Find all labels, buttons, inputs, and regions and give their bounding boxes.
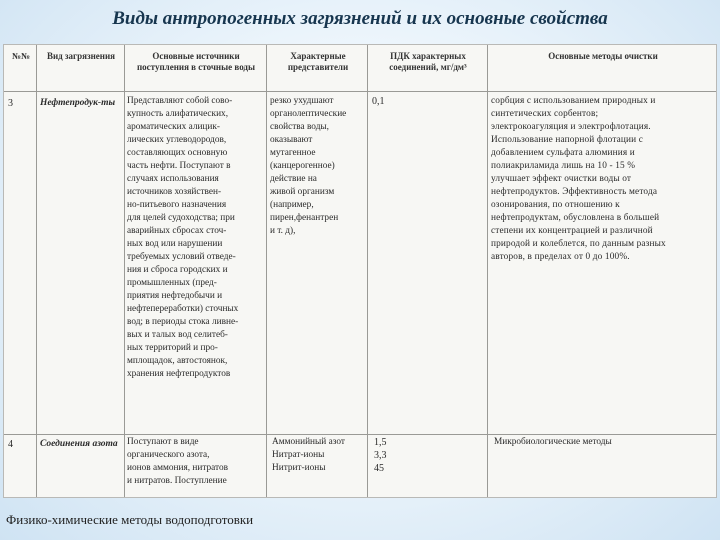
column-divider (266, 45, 267, 497)
row3-representatives: резко ухудшают органолептические свойства воды, оказывают мутагенное (канцерогенное) действие на живой организм (например, пирен,фенантрен и т. д), (270, 96, 347, 236)
row4-sources: Поступают в виде органического азота, ионов аммония, нитратов и нитратов. Поступление (127, 437, 229, 486)
column-divider (367, 45, 368, 497)
header-representatives: Характерные представители (287, 51, 349, 72)
column-divider (124, 45, 125, 497)
table-image (3, 44, 717, 498)
row-divider (4, 91, 716, 92)
row4-type: Соединения азота (40, 439, 118, 449)
row3-num: 3 (8, 98, 13, 109)
column-divider (487, 45, 488, 497)
header-num: №№ (11, 51, 31, 61)
row3-sources: Представляют собой сово- купность алифатических, ароматических алицик- лических углеводородов, составляющих основную часть нефти. Поступают в случаях использования источников хозяйствен- но-питьевого назначения для целей судоходства; при аварийных сбросах сточ- ных вод или нарушении требуемых условий отведе- ния и сброса городских и промышленных (пред- приятия нефтедобычи и нефтепереработки) сточных вод; в периоды стока ливне- вых и талых вод селитеб- ных территорий и про- мплощадок, автостоянок, хранения нефтепродуктов (127, 96, 239, 379)
row4-methods: Микробиологические методы (494, 437, 612, 447)
row4-representatives: Аммонийный азот Нитрат-ионы Нитрит-ионы (272, 437, 345, 473)
header-sources: Основные источники поступления в сточные воды (136, 51, 256, 72)
header-type: Вид загрязнения (46, 51, 116, 61)
row4-num: 4 (8, 439, 13, 450)
row3-pdk: 0,1 (372, 96, 385, 107)
header-pdk: ПДК характерных соединений, мг/дм³ (389, 51, 467, 72)
row4-pdk: 1,5 3,3 45 (374, 437, 387, 474)
header-methods: Основные методы очистки (548, 51, 658, 61)
row-divider (4, 434, 716, 435)
row3-type: Нефтепродук-ты (40, 98, 116, 108)
column-divider (36, 45, 37, 497)
row3-methods: сорбция с использованием природных и синтетических сорбентов; электрокоагуляция и электрофлотация. Использование напорной флотации с добавлением сульфата алюминия и полиакриламида лишь на 10 - 15 % улучшает эффект очистки воды от нефтепродуктов. Эффективность метода озонирования, по отношению к нефтепродуктам, обусловлена в большей степени их концентрацией и различной природой и колеблется, по данным разных авторов, в пределах от 0 до 100%. (491, 96, 666, 262)
slide-title: Виды антропогенных загрязнений и их основные свойства (112, 8, 608, 29)
slide-caption: Физико-химические методы водоподготовки (6, 512, 254, 527)
